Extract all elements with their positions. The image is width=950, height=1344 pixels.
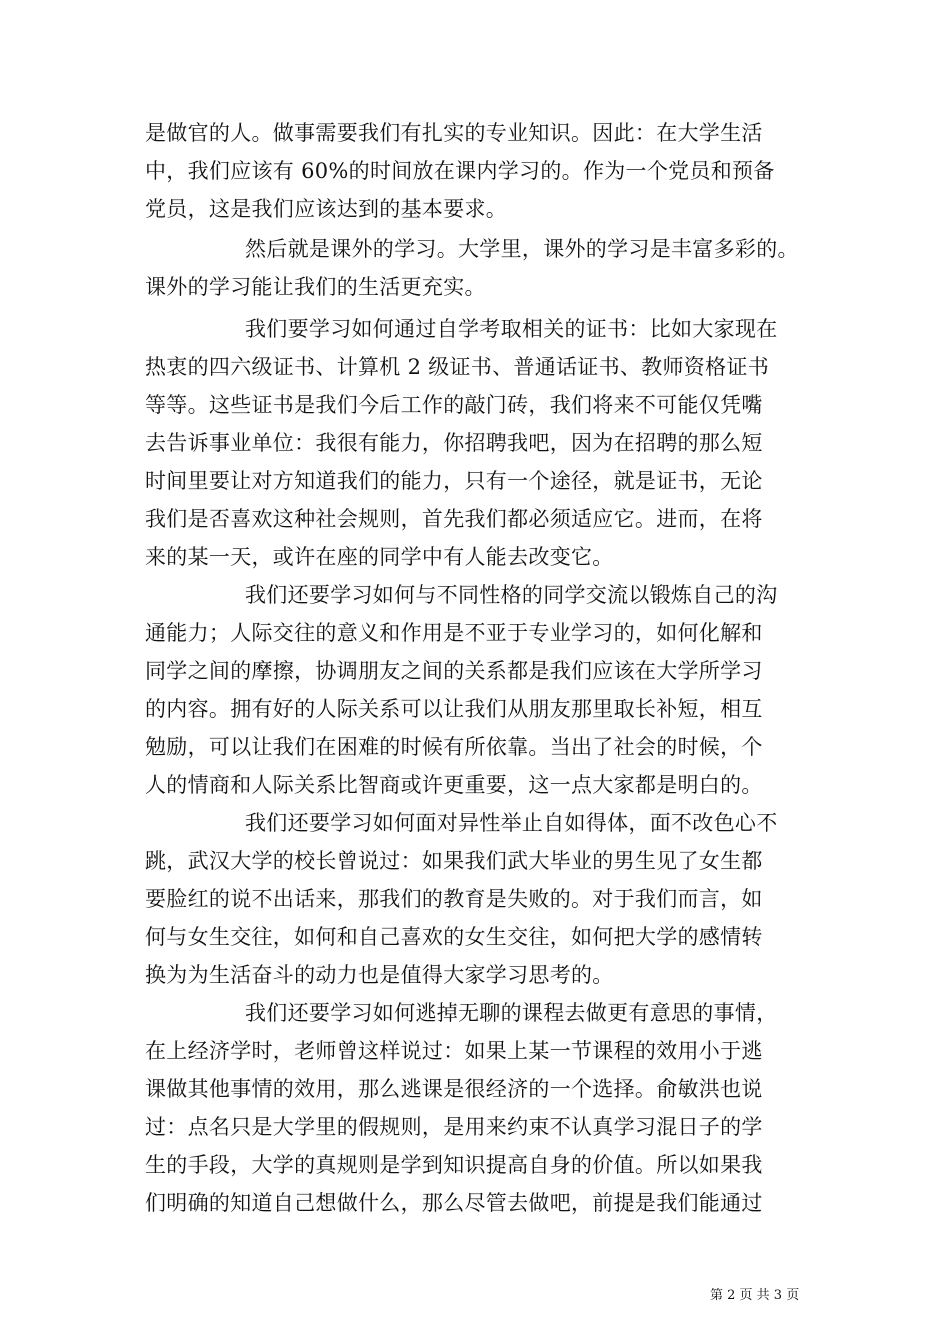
- text-line: 何与女生交往，如何和自己喜欢的女生交往，如何把大学的感情转: [145, 925, 763, 949]
- text-line: 生的手段，大学的真规则是学到知识提高自身的价值。所以如果我: [145, 1153, 763, 1177]
- text-line: 们明确的知道自己想做什么，那么尽管去做吧，前提是我们能通过: [145, 1191, 763, 1215]
- text-line: 跳，武汉大学的校长曾说过：如果我们武大毕业的男生见了女生都: [145, 849, 763, 873]
- page-number: 第 2 页 共 3 页: [710, 1288, 800, 1303]
- text-line: 换为为生活奋斗的动力也是值得大家学习思考的。: [145, 963, 614, 987]
- text-line: 人的情商和人际关系比智商或许更重要，这一点大家都是明白的。: [145, 773, 763, 797]
- text-line: 课外的学习能让我们的生活更充实。: [145, 275, 486, 299]
- text-line: 要脸红的说不出话来，那我们的教育是失败的。对于我们而言，如: [145, 887, 763, 911]
- text-line: 中，我们应该有 60%的时间放在课内学习的。作为一个党员和预备: [145, 159, 775, 183]
- paragraph-start-line: 我们还要学习如何与不同性格的同学交流以锻炼自己的沟: [245, 583, 778, 607]
- text-line: 通能力；人际交往的意义和作用是不亚于专业学习的，如何化解和: [145, 621, 763, 645]
- text-line: 来的某一天，或许在座的同学中有人能去改变它。: [145, 545, 614, 569]
- text-line: 时间里要让对方知道我们的能力，只有一个途径，就是证书，无论: [145, 469, 763, 493]
- text-line: 在上经济学时，老师曾这样说过：如果上某一节课程的效用小于逃: [145, 1039, 763, 1063]
- text-line: 是做官的人。做事需要我们有扎实的专业知识。因此：在大学生活: [145, 121, 763, 145]
- text-line: 同学之间的摩擦，协调朋友之间的关系都是我们应该在大学所学习: [145, 659, 763, 683]
- text-line: 等等。这些证书是我们今后工作的敲门砖，我们将来不可能仅凭嘴: [145, 393, 763, 417]
- paragraph-start-line: 我们要学习如何通过自学考取相关的证书：比如大家现在: [245, 317, 778, 341]
- text-line: 热衷的四六级证书、计算机 2 级证书、普通话证书、教师资格证书: [145, 355, 770, 379]
- paragraph-start-line: 我们还要学习如何面对异性举止自如得体，面不改色心不: [245, 811, 778, 835]
- text-line: 过：点名只是大学里的假规则，是用来约束不认真学习混日子的学: [145, 1115, 763, 1139]
- text-line: 的内容。拥有好的人际关系可以让我们从朋友那里取长补短，相互: [145, 697, 763, 721]
- text-line: 我们是否喜欢这种社会规则，首先我们都必须适应它。进而，在将: [145, 507, 763, 531]
- paragraph-start-line: 然后就是课外的学习。大学里，课外的学习是丰富多彩的。: [245, 237, 799, 261]
- text-line: 去告诉事业单位：我很有能力，你招聘我吧，因为在招聘的那么短: [145, 431, 763, 455]
- text-line: 党员，这是我们应该达到的基本要求。: [145, 197, 508, 221]
- text-line: 勉励，可以让我们在困难的时候有所依靠。当出了社会的时候，个: [145, 735, 763, 759]
- text-line: 课做其他事情的效用，那么逃课是很经济的一个选择。俞敏洪也说: [145, 1077, 763, 1101]
- paragraph-start-line: 我们还要学习如何逃掉无聊的课程去做更有意思的事情，: [245, 1001, 778, 1025]
